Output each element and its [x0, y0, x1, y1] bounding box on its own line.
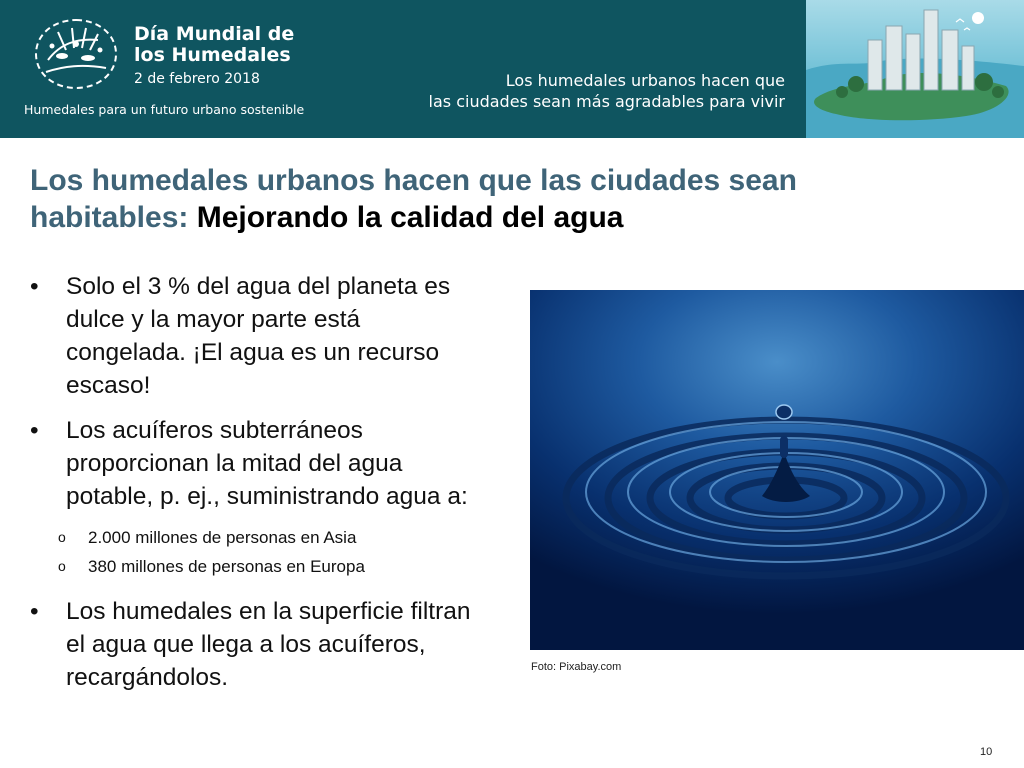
- logo-date: 2 de febrero 2018: [134, 71, 260, 87]
- sub-bullet-list: [30, 523, 480, 581]
- photo-caption: Foto: Pixabay.com: [531, 661, 622, 673]
- water-drop-photo: [530, 290, 1024, 650]
- city-wetland-illustration: [806, 0, 1024, 138]
- slide-title-main: Los humedales urbanos hacen que las ciudades sean habitables:: [30, 164, 797, 234]
- header-banner: [0, 0, 1024, 138]
- bullet-item: • Los humedales en la superficie filtran el agua que llega a los acuíferos, recargándolos.: [30, 595, 480, 694]
- bullet-list: [30, 270, 480, 706]
- wetlands-day-logo: [28, 14, 124, 94]
- logo-subtitle: Humedales para un futuro urbano sostenible: [24, 102, 305, 117]
- logo-title: Día Mundial de los Humedales: [134, 23, 295, 66]
- sub-bullet-item: o 380 millones de personas en Europa: [30, 552, 480, 581]
- bullet-item: • Los acuíferos subterráneos proporcionan la mitad del agua potable, p. ej., suministrando agua a:: [30, 414, 480, 513]
- page-number: 10: [980, 746, 993, 758]
- slide-title: [30, 162, 830, 236]
- banner-message: [380, 70, 785, 112]
- bullet-item: • Solo el 3 % del agua del planeta es dulce y la mayor parte está congelada. ¡El agua es un recurso escaso!: [30, 270, 480, 402]
- banner-message-line-2: las ciudades sean más agradables para vivir: [428, 92, 785, 111]
- banner-message-line-1: Los humedales urbanos hacen que: [505, 71, 785, 90]
- slide-title-highlight: Mejorando la calidad del agua: [196, 201, 624, 234]
- sub-bullet-item: o 2.000 millones de personas en Asia: [30, 523, 480, 552]
